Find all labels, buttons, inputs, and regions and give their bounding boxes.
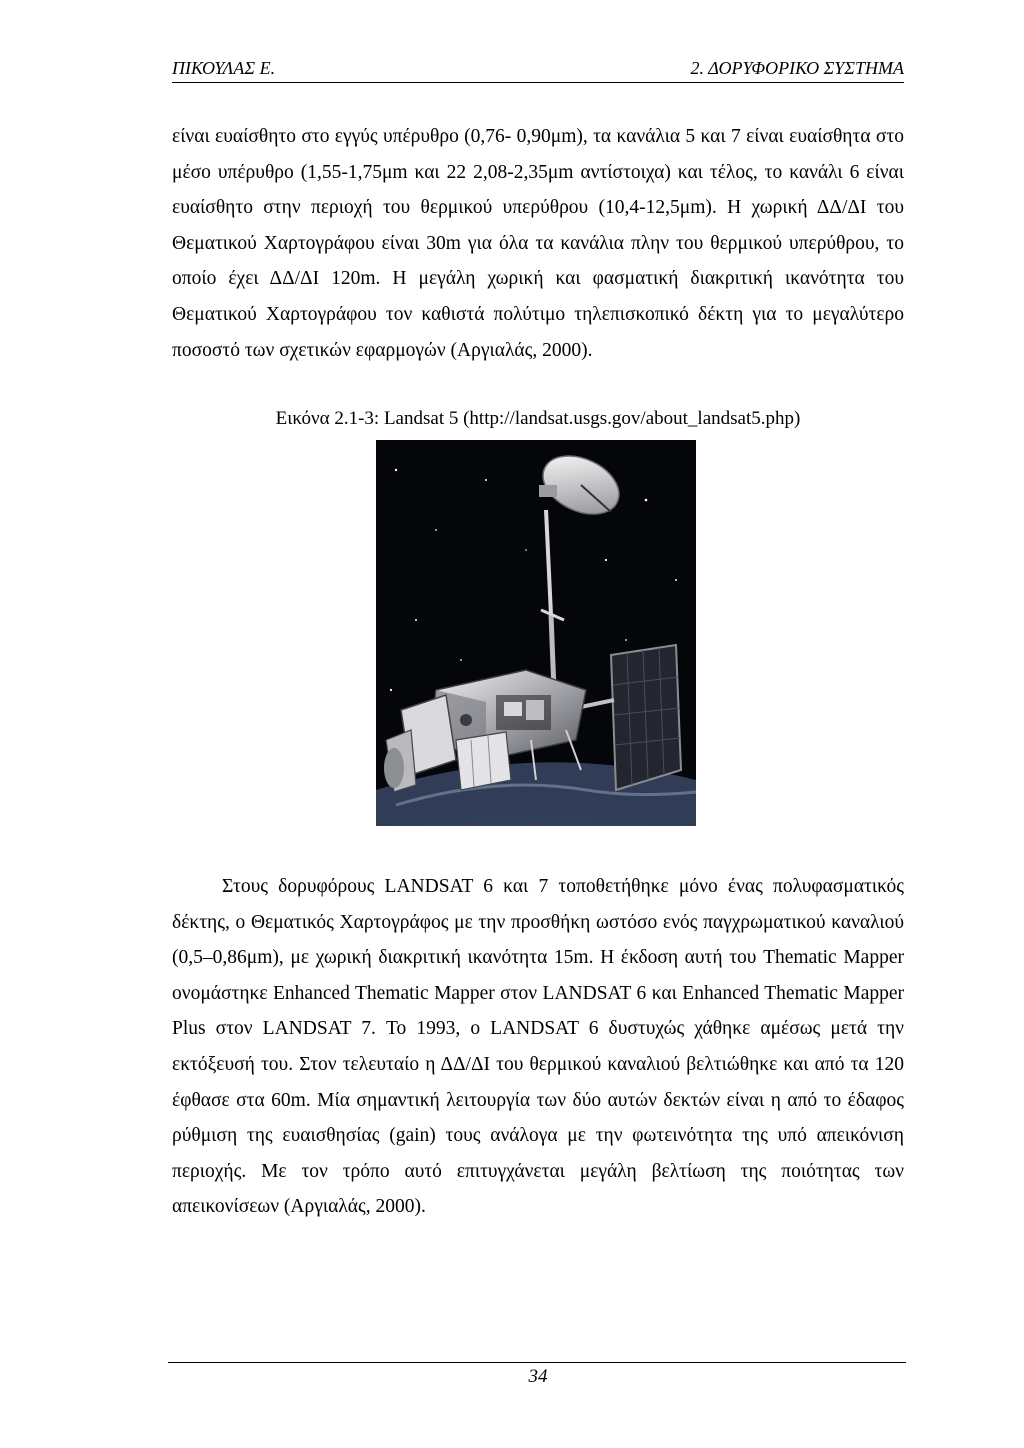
landsat-satellite-image: [376, 440, 696, 826]
header-chapter: 2. ΔΟΡΥΦΟΡΙΚΟ ΣΥΣΤΗΜΑ: [690, 58, 904, 78]
figure-caption: Εικόνα 2.1-3: Landsat 5 (http://landsat.usgs.gov/about_landsat5.php): [275, 408, 801, 429]
page-number: 34: [528, 1366, 548, 1387]
paragraph-1: είναι ευαίσθητο στο εγγύς υπέρυθρο (0,76- 0,90μm), τα κανάλια 5 και 7 είναι ευαίσθητα στο μέσο υπέρυθρο (1,55-1,75μm και 22 2,08-2,35μm αντίστοιχα) και τέλος, το κανάλι 6 είναι ευαίσθητο στην περιοχή του θερμικού υπερύθρου (10,4-12,5μm). Η χωρική ΔΔ/ΔΙ του Θεματικού Χαρτογράφου είναι 30m για όλα τα κανάλια πλην του θερμικού υπερύθρου, το οποίο έχει ΔΔ/ΔΙ 120m. Η μεγάλη χωρική και φασματική διακριτική ικανότητα του Θεματικού Χαρτογράφου τον καθιστά πολύτιμο τηλεπισκοπικό δέκτη για το μεγαλύτερο ποσοστό των σχετικών εφαρμογών (Αργιαλάς, 2000).: [172, 126, 904, 361]
header-author: ΠΙΚΟΥΛΑΣ Ε.: [172, 58, 276, 78]
satellite-illustration: [376, 440, 696, 826]
page-header: [172, 56, 904, 83]
footer-rule: [168, 1362, 906, 1363]
paragraph-2: Στους δορυφόρους LANDSAT 6 και 7 τοποθετήθηκε μόνο ένας πολυφασματικός δέκτης, ο Θεματικός Χαρτογράφος με την προσθήκη ωστόσο ενός παγχρωματικού καναλιού (0,5–0,86μm), με χωρική διακριτική ικανότητα 15m. Η έκδοση αυτή του Thematic Mapper ονομάστηκε Enhanced Thematic Mapper στον LANDSAT 6 και Enhanced Thematic Mapper Plus στον LANDSAT 7. Το 1993, ο LANDSAT 6 δυστυχώς χάθηκε αμέσως μετά την εκτόξευσή του. Στον τελευταίο η ΔΔ/ΔΙ του θερμικού καναλιού βελτιώθηκε και από τα 120 έφθασε στα 60m. Μία σημαντική λειτουργία των δύο αυτών δεκτών είναι η από το έδαφος ρύθμιση της ευαισθησίας (gain) τους ανάλογα με την φωτεινότητα της υπό απεικόνιση περιοχής. Με τον τρόπο αυτό επιτυγχάνεται μεγάλη βελτίωση της ποιότητας των απεικονίσεων (Αργιαλάς, 2000).: [172, 876, 904, 1218]
